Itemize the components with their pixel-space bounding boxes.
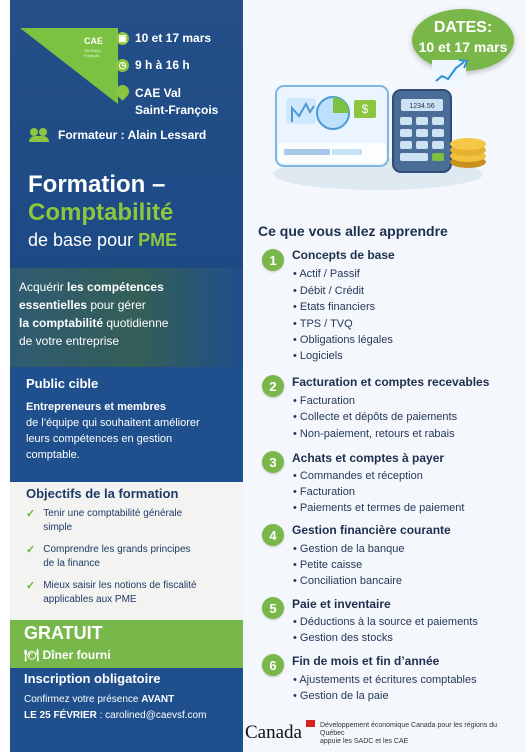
objective-line2: de la finance [43, 558, 100, 569]
section-bullet: • Petite caisse [293, 559, 363, 571]
section-title: Gestion financière courante [292, 523, 451, 537]
section-bullet: • Etats financiers [293, 301, 376, 313]
check-icon: ✓ [26, 580, 36, 592]
section-title: Concepts de base [292, 248, 395, 262]
trainer-text: Formateur : Alain Lessard [58, 128, 207, 142]
objective-line1: Comprendre les grands principes [43, 544, 191, 555]
footer-line2: appuie les SADC et les CAE [320, 738, 409, 745]
section-bullet: • Non-paiement, retours et rabais [293, 428, 455, 440]
objective-line1: Mieux saisir les notions de fiscalité [43, 580, 197, 591]
objective-item [26, 507, 231, 535]
intro-line2a: essentielles [19, 298, 88, 312]
time-text: 9 h à 16 h [135, 58, 190, 72]
title-line2: Comptabilité [28, 199, 174, 226]
section-bullet: • Déductions à la source et paiements [293, 616, 478, 628]
location-row [116, 85, 218, 119]
inscription-title: Inscription obligatoire [24, 671, 161, 686]
gratuit-subtitle [24, 648, 111, 662]
check-icon: ✓ [26, 544, 36, 556]
intro-line4: de votre entreprise [19, 334, 120, 348]
badge-line2: 10 et 17 mars [418, 39, 508, 55]
location-text [135, 85, 218, 119]
section-title: Paie et inventaire [292, 597, 391, 611]
logo-text: CAE [84, 36, 104, 46]
check-icon: ✓ [26, 508, 36, 520]
public-line4: comptable. [26, 449, 80, 461]
date-row [116, 31, 211, 45]
title-line3 [28, 230, 177, 251]
intro-line3a: la comptabilité [19, 316, 104, 330]
canada-wordmark: Canada [245, 722, 302, 743]
people-icon [30, 128, 50, 142]
trainer-row [30, 128, 206, 142]
intro-text [19, 278, 231, 350]
location-line1: CAE Val [135, 86, 182, 100]
section-bullet: • Gestion de la banque [293, 543, 405, 555]
intro-line1a: Acquérir [19, 280, 68, 294]
objective-line2: applicables aux PME [43, 594, 137, 605]
logo-subtext: Val Saint-François [84, 48, 102, 58]
svg-text:$: $ [361, 102, 369, 116]
gratuit-subtitle-text: Dîner fourni [42, 648, 111, 662]
inscription-text [24, 692, 238, 724]
section-bullet: • TPS / TVQ [293, 318, 353, 330]
canada-flag-icon [306, 720, 315, 727]
date-text: 10 et 17 mars [135, 31, 212, 45]
objectives-title: Objectifs de la formation [26, 486, 179, 501]
footer-text [320, 722, 520, 746]
intro-line2b: pour gérer [87, 298, 146, 312]
section-number: 2 [262, 375, 284, 397]
inscription-line1a: Confirmez votre présence [24, 694, 142, 705]
section-bullet: • Collecte et dépôts de paiements [293, 411, 458, 423]
public-text [26, 399, 236, 463]
section-number: 6 [262, 654, 284, 676]
accounting-illustration [262, 46, 492, 196]
section-number: 5 [262, 597, 284, 619]
public-title: Public cible [26, 376, 99, 391]
objective-item [26, 543, 231, 571]
section-bullet: • Paiements et termes de paiement [293, 502, 465, 514]
title-line1: Formation – [28, 171, 166, 198]
section-title: Achats et comptes à payer [292, 451, 445, 465]
section-bullet: • Commandes et réception [293, 470, 423, 482]
inscription-line2b[interactable]: : carolined@caevsf.com [96, 710, 207, 721]
intro-line1b: les compétences [67, 280, 164, 294]
learn-title: Ce que vous allez apprendre [258, 223, 448, 239]
objective-line2: simple [43, 522, 73, 533]
public-line3: leurs compétences en gestion [26, 433, 173, 445]
time-row [116, 58, 190, 72]
section-number: 1 [262, 249, 284, 271]
public-line2: de l’équipe qui souhaitent améliorer [26, 417, 200, 429]
section-number: 3 [262, 451, 284, 473]
section-bullet: • Actif / Passif [293, 268, 360, 280]
intro-line3b: quotidienne [103, 316, 169, 330]
section-title: Facturation et comptes recevables [292, 375, 490, 389]
location-line2: Saint-François [135, 103, 219, 117]
footer-line1: Développement économique Canada pour les régions du Québec [320, 722, 498, 737]
meal-icon: 🍽 [24, 648, 40, 662]
clock-icon: ◷ [116, 59, 129, 72]
section-bullet: • Obligations légales [293, 334, 393, 346]
inscription-line2a: LE 25 FÉVRIER [24, 710, 97, 721]
section-bullet: • Facturation [293, 486, 355, 498]
section-bullet: • Conciliation bancaire [293, 575, 403, 587]
gratuit-title: GRATUIT [24, 623, 103, 643]
public-line1: Entrepreneurs et membres [26, 401, 166, 413]
calendar-icon: ▣ [116, 32, 129, 45]
svg-text:1234.56: 1234.56 [409, 103, 435, 110]
objective-item [26, 579, 231, 607]
section-bullet: • Débit / Crédit [293, 285, 365, 297]
section-bullet: • Gestion des stocks [293, 632, 393, 644]
inscription-line1b: AVANT [141, 694, 175, 705]
section-bullet: • Gestion de la paie [293, 690, 389, 702]
section-title: Fin de mois et fin d’année [292, 654, 440, 668]
section-bullet: • Logiciels [293, 350, 343, 362]
section-bullet: • Facturation [293, 395, 355, 407]
title-line3-pme: PME [138, 230, 178, 250]
badge-line1: DATES: [433, 19, 493, 36]
location-icon [113, 82, 131, 100]
section-number: 4 [262, 524, 284, 546]
title-line3-text: de base pour [28, 230, 134, 250]
objective-line1: Tenir une comptabilité générale [43, 508, 183, 519]
section-bullet: • Ajustements et écritures comptables [293, 674, 477, 686]
